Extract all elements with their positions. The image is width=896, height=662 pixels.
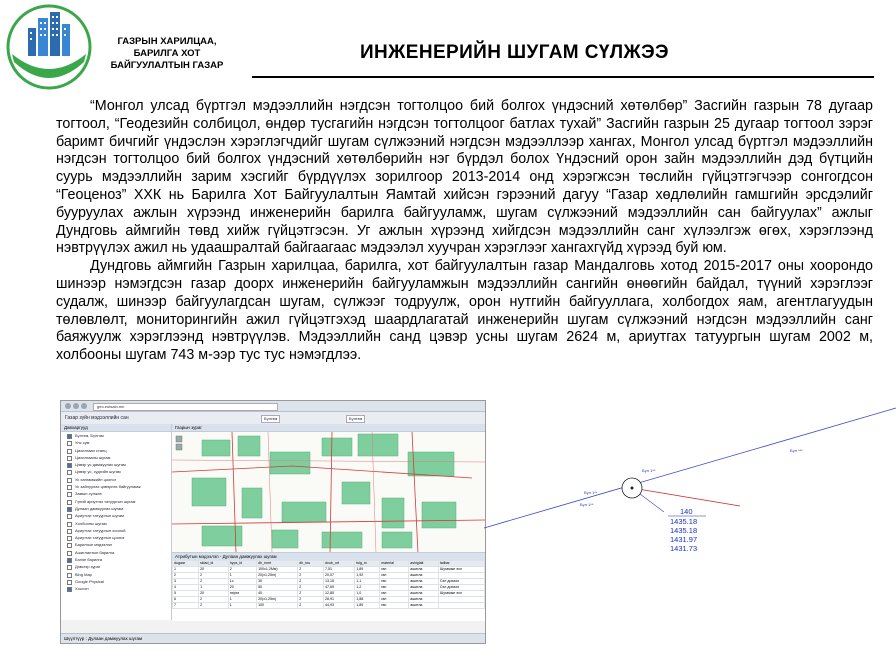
- table-cell: [438, 603, 484, 609]
- table-cell: ашигла: [409, 591, 439, 597]
- table-cell: 1с: [228, 579, 256, 585]
- radio-icon[interactable]: [67, 573, 72, 578]
- table-cell: ган: [380, 573, 409, 579]
- browser-toolbar: [61, 401, 485, 412]
- table-cell: 1,88: [355, 597, 380, 603]
- map-canvas[interactable]: [172, 432, 485, 553]
- column-header[interactable]: dvub_urt: [324, 561, 355, 567]
- table-cell: 1,0: [355, 591, 380, 597]
- column-header[interactable]: ashiglalt: [409, 561, 439, 567]
- checkbox-icon[interactable]: [67, 434, 72, 439]
- forward-icon: [73, 403, 79, 409]
- table-cell: 20: [228, 585, 256, 591]
- agency-line: ГАЗРЫН ХАРИЛЦАА,: [117, 36, 217, 47]
- column-header[interactable]: material: [380, 561, 409, 567]
- table-cell: ган: [380, 597, 409, 603]
- table-cell: 1,2: [355, 585, 380, 591]
- table-cell: Сэл дохиол: [438, 579, 484, 585]
- checkbox-icon[interactable]: [67, 441, 72, 446]
- checkbox-icon[interactable]: [67, 507, 72, 512]
- table-cell: 2: [298, 585, 324, 591]
- group-select[interactable]: Бүлгэм: [261, 415, 280, 423]
- layer-item[interactable]: Ариутгах татуургын шугам: [61, 512, 171, 519]
- table-cell: 2: [199, 603, 229, 609]
- table-cell: Сэл дохиол: [438, 585, 484, 591]
- column-header[interactable]: dugaar: [173, 561, 199, 567]
- reload-icon: [81, 403, 87, 409]
- table-cell: 2: [173, 573, 199, 579]
- table-cell: 20,07: [324, 573, 355, 579]
- layer-item[interactable]: Дэвсгэр зураг: [61, 563, 171, 570]
- table-cell: 7,51: [324, 567, 355, 573]
- column-header[interactable]: hyps_id: [228, 561, 256, 567]
- table-cell: 2: [199, 597, 229, 603]
- line-label: Бүл 1**: [584, 490, 598, 495]
- checkbox-icon[interactable]: [67, 522, 72, 527]
- grid-title: Атрибутын мэдээлэл - Дулаан дамжуулах шугам: [172, 553, 485, 560]
- table-cell: 2: [298, 567, 324, 573]
- layer-item[interactable]: Бүлгэм, Бүлгэм: [61, 432, 171, 439]
- table-cell: ган: [380, 567, 409, 573]
- checkbox-icon[interactable]: [67, 529, 72, 534]
- checkbox-icon[interactable]: [67, 565, 72, 570]
- checkbox-icon[interactable]: [67, 456, 72, 461]
- table-cell: 1,89: [355, 603, 380, 609]
- elevation-label: 1431.97: [670, 535, 698, 544]
- table-cell: нэрхэ: [228, 591, 256, 597]
- app-screenshot: [60, 400, 486, 644]
- table-cell: 50: [257, 585, 298, 591]
- checkbox-icon[interactable]: [67, 536, 72, 541]
- layer-item[interactable]: Холбооны шугам: [61, 520, 171, 527]
- table-cell: 2: [298, 597, 324, 603]
- map-view[interactable]: [172, 424, 485, 552]
- line-label: Бүл ***: [790, 448, 803, 453]
- table-cell: 2: [199, 579, 229, 585]
- table-cell: 2: [298, 573, 324, 579]
- table-cell: 1: [199, 585, 229, 591]
- app-title: Газар зүйн мэдээллийн сан: [65, 415, 129, 421]
- table-cell: 4: [173, 585, 199, 591]
- node-id: 140: [680, 507, 693, 516]
- layer-item[interactable]: Цэвэр ус, худгийн шугам: [61, 468, 171, 475]
- column-header[interactable]: tslg_m: [355, 561, 380, 567]
- checkbox-icon[interactable]: [67, 478, 72, 483]
- layer-item[interactable]: Bing Map: [61, 571, 171, 578]
- table-cell: ган: [380, 585, 409, 591]
- layer-item[interactable]: Ариутгах татуургын хоолой: [61, 527, 171, 534]
- table-cell: ашигла: [409, 597, 439, 603]
- checkbox-icon[interactable]: [67, 558, 72, 563]
- table-cell: 1,92: [355, 573, 380, 579]
- elevation-label: 1435.18: [670, 517, 698, 526]
- table-cell: 12,85: [324, 591, 355, 597]
- layer-item[interactable]: Улс сум: [61, 439, 171, 446]
- layer-item[interactable]: Цахилгааны шугам: [61, 454, 171, 461]
- elevation-label: 1435.18: [670, 526, 698, 535]
- radio-icon[interactable]: [67, 587, 72, 592]
- table-cell: ашигла: [409, 603, 439, 609]
- checkbox-icon[interactable]: [67, 551, 72, 556]
- table-cell: Шугамын эхл: [438, 567, 484, 573]
- table-cell: 5: [173, 591, 199, 597]
- checkbox-icon[interactable]: [67, 485, 72, 490]
- group-select[interactable]: Бүлгэм: [346, 415, 365, 423]
- layer-item[interactable]: Бэлэн барилга: [61, 556, 171, 563]
- layer-panel: [61, 424, 172, 620]
- line-label: Бүл 1**: [642, 468, 656, 473]
- agency-name: [98, 36, 236, 72]
- table-cell: 1,89: [355, 567, 380, 573]
- paragraph: Дундговь аймгийн Газрын харилцаа, барилга, хот байгуулалтын газар Мандалговь хотод 2015-2017 оны хоорондо шинээр нэмэгдсэн газар доорх инженерийн байгууламжын мэдээллийн сангийн өнөөгийн байдал, түүний хэрэглээг судалж, шинээр байгуулагдсан шугам, сүлжээг тодруулж, орон нутгийн байгууллага, холбогдох яам, агентлагуудын төлөвлөлт, мониторингийн ажил гүйцэтгэхэд шаардлагатай инженерийн шугам сүлжээний нэгдсэн мэдээллийн санг баяжуулж хэрэглээнд нэвтрүүлэв. Мэдээллийн санд цэвэр усны шугам 2624 м, ариутгах татуургын шугам 2002 м, холбооны шугам 743 м-ээр тус тус нэмэгдлээ.: [56, 258, 873, 364]
- checkbox-icon[interactable]: [67, 492, 72, 497]
- layer-item[interactable]: Гүний ариутгах татуургын шугам: [61, 498, 171, 505]
- table-cell: 20: [199, 567, 229, 573]
- table-cell: 30: [257, 579, 298, 585]
- table-cell: 1: [228, 597, 256, 603]
- building-logo-icon: [6, 4, 92, 90]
- table-cell: 6: [173, 597, 199, 603]
- column-header[interactable]: sklad_id: [199, 561, 229, 567]
- table-cell: ашигла: [409, 579, 439, 585]
- column-header[interactable]: dh_tou: [298, 561, 324, 567]
- body-text: [56, 98, 873, 365]
- column-header[interactable]: tailbar: [438, 561, 484, 567]
- table-cell: 100: [257, 603, 298, 609]
- layer-item[interactable]: Ус хангамжийн цооног: [61, 476, 171, 483]
- table-cell: 2: [298, 579, 324, 585]
- table-cell: 44,93: [324, 603, 355, 609]
- line-label: Бүл 1**: [580, 502, 594, 507]
- table-row[interactable]: [173, 603, 485, 609]
- column-header[interactable]: dh_mmt: [257, 561, 298, 567]
- table-cell: ашигла: [409, 567, 439, 573]
- paragraph: “Монгол улсад бүртгэл мэдээллийн нэгдсэн тогтолцоо бий болгох үндэсний хөтөлбөр” Засгийн газрын 78 дугаар тогтоол, “Геодезийн солбицол, өндөр тусгагийн нэгдсэн тогтолцоог батлах тухай” Засгийн газрын 25 дугаар тогтоол зэрэг баримт бичгийг үндэслэн хэрэглэгчдийг шугам сүлжээний нэгдсэн мэдээллээр хангах, Монгол улсад бүртгэл мэдээллийн нэгдсэн тогтолцоо бий болгох үндэсний хөтөлбөрийн нэг бүрдэл болох Үндэсний орон зайн мэдээллийн дэд бүтцийн суурь мэдээллийн зарим хэсгийг бүрдүүлэх зорилгоор 2013-2014 онд хэрэгжсэн төслийн гүйцэтгэгчээр сонгогдсон “Геоценоз” ХХК нь Барилга Хот Байгуулалтын Яамтай хийсэн гэрээний дагуу “Газар хөдлөлийн гамшгийн эрсдэлийг бууруулах ажлын хүрээнд инженерийн барилга байгууламж, шугам сүлжээний мэдээллийн сан байгуулах” ажлыг Дундговь аймгийн төвд хийж гүйцэтгэсэн. Уг ажлын хүрээнд хийгдсэн мэдээллийн санг хүлээлгэж өгөх, хэрэглээнд нэвтрүүлэх ажил нь удаашралтай байгаагаас мэдээлэл хуучран хэрэглээг хангахгүйд хүрээд буй юм.: [56, 98, 873, 257]
- checkbox-icon[interactable]: [67, 449, 72, 454]
- radio-icon[interactable]: [67, 580, 72, 585]
- agency-line: БАРИЛГА ХОТ: [133, 48, 201, 59]
- table-cell: 20(x1,25m): [257, 597, 298, 603]
- table-cell: 1,1: [355, 579, 380, 585]
- checkbox-icon[interactable]: [67, 514, 72, 519]
- back-icon: [65, 403, 71, 409]
- table-cell: 2: [199, 573, 229, 579]
- attribute-grid: [172, 552, 485, 621]
- title-underline: [252, 76, 874, 78]
- layer-item[interactable]: Дулаан дамжуулах шугам: [61, 505, 171, 512]
- table-cell: 2: [228, 567, 256, 573]
- address-bar[interactable]: geo.eutsain.mn: [93, 403, 278, 411]
- table-cell: 100x1,2Мм): [257, 567, 298, 573]
- layer-panel-title: Давхаргууд: [61, 424, 171, 432]
- layer-item[interactable]: Ус зайлуулах цэвэрлэх байгууламж: [61, 483, 171, 490]
- layer-item[interactable]: Хоосон: [61, 585, 171, 592]
- checkbox-icon[interactable]: [67, 470, 72, 475]
- page-title: ИНЖЕНЕРИЙН ШУГАМ СҮЛЖЭЭ: [360, 42, 669, 63]
- pipe-line: [632, 488, 740, 506]
- layer-item[interactable]: Замын сүлжээ: [61, 490, 171, 497]
- status-bar: Шүүлтүүр : Дулаан дамжуулах шугам: [61, 633, 486, 644]
- layer-item[interactable]: Google Physical: [61, 578, 171, 585]
- elevation-label: 1431.73: [670, 544, 698, 553]
- table-cell: ашигла: [409, 585, 439, 591]
- checkbox-icon[interactable]: [67, 543, 72, 548]
- table-cell: 2: [298, 591, 324, 597]
- table-cell: 20(x1,25m): [257, 573, 298, 579]
- map-panel-title: Газрын зураг: [172, 424, 485, 432]
- table-cell: 28,91: [324, 597, 355, 603]
- agency-line: БАЙГУУЛАЛТЫН ГАЗАР: [110, 60, 224, 71]
- table-cell: ган: [380, 579, 409, 585]
- table-cell: 3: [173, 579, 199, 585]
- table-cell: 40: [257, 591, 298, 597]
- attribute-table: [172, 560, 485, 609]
- pipe-network-diagram: [484, 400, 896, 580]
- table-cell: 20: [199, 591, 229, 597]
- table-cell: ашигла: [409, 573, 439, 579]
- table-cell: 13,15: [324, 579, 355, 585]
- table-cell: Шугамын эхл: [438, 591, 484, 597]
- layer-item[interactable]: Барилгын мэдээлэл: [61, 541, 171, 548]
- layer-item[interactable]: Цэвэр ус дамжуулах шугам: [61, 461, 171, 468]
- layer-item[interactable]: Ашиглалтын барилга: [61, 549, 171, 556]
- table-cell: 2: [298, 603, 324, 609]
- table-cell: ган: [380, 591, 409, 597]
- checkbox-icon[interactable]: [67, 463, 72, 468]
- checkbox-icon[interactable]: [67, 500, 72, 505]
- table-cell: 47,69: [324, 585, 355, 591]
- table-cell: 1: [173, 567, 199, 573]
- table-cell: 1: [228, 603, 256, 609]
- table-cell: ган: [380, 603, 409, 609]
- table-cell: 7: [173, 603, 199, 609]
- layer-item[interactable]: Цахилгаан станц: [61, 447, 171, 454]
- table-cell: 1: [228, 573, 256, 579]
- manhole-center: [631, 487, 634, 490]
- layer-item[interactable]: Ариутгах татуургын цооног: [61, 534, 171, 541]
